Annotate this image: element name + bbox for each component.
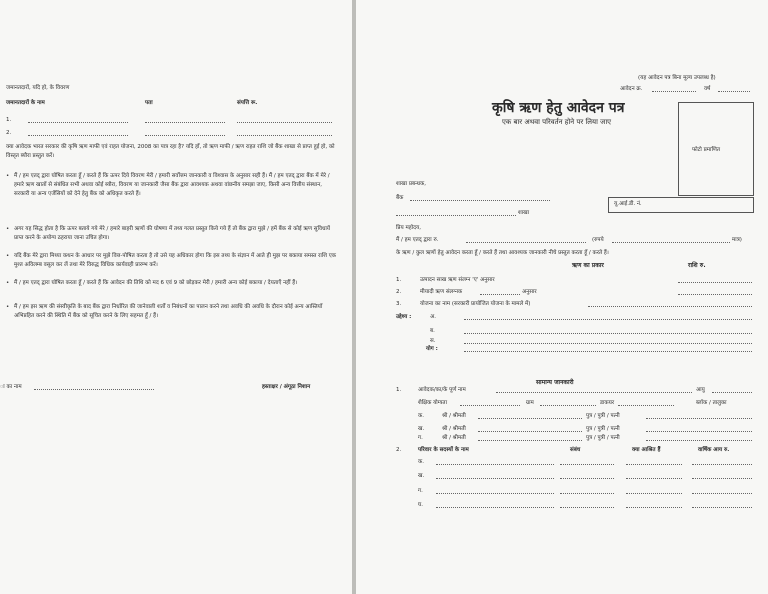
uid-label: यू.आई.डी. नं. [614, 201, 642, 207]
applicant-name-field[interactable] [34, 389, 154, 390]
gen-age-label: आयु [696, 387, 705, 393]
year-label: वर्ष [704, 86, 711, 92]
branch-label: शाखा [518, 210, 530, 216]
family-3-dependent[interactable] [626, 493, 682, 494]
signature-label: हस्ताक्षर / अंगूठा निशान [262, 384, 311, 390]
loan-item-1-label: उत्पादन साख ऋण संलग्न 'ए' अनुसार [420, 277, 495, 283]
loan-item-2-annexure-field[interactable] [480, 294, 520, 295]
guarantor-1-property-field[interactable] [237, 122, 332, 123]
declaration-4: मैं / हम एतद् द्वारा घोषित करता हूँ / करते हैं कि आवेदन की तिथि को मद 6 एवं 9 को छोड़कर मेरी / हमारी अन्य कोई बकाया / देयताएँ नहीं हैं। [14, 280, 298, 286]
request-amount-field[interactable] [466, 242, 586, 243]
loan-item-3-no: 3. [396, 301, 402, 307]
left-page: जमानतदारों, यदि हो, के विवरण जमानतदारों के नाम पता संपत्ति रू. 1. 2. क्या आवेदक भारत सरकार की कृषि ऋण माफी एवं राहत योजना, 2008 का पात्र रहा है? यदि हाँ, तो ऋण माफी / ऋण राहत राशि जो बैंक शाखा से प्राप्त हुई हो, को विस्तृत ब्यौरा प्रस्तुत करें। • मैं / हम एतद् द्वारा घोषित करता हूँ / करते हैं कि ऊपर दिये विवरण मेरी / हमारी सर्वोत्तम जानकारी व विश्वास के अनुसार सही हैं। मैं / हम एतद् द्वारा बैंक में मेरे / हमारे ऋण खातों से संबंधित सभी अथवा कोई ब्यौरा, विवरण या जानकारी जैसा बैंक द्वारा आवश्यक अथवा वांछनीय समझा जाए, किसी अन्य वित्तीय संस्थान, सरकारी या अन्य एजेंसियों को देने हेतु बैंक को अधिकृत करते हैं। • अगर यह सिद्ध होता है कि ऊपर बताये गये मेरे / हमारे बाहरी ऋणों की घोषणा में तथ्य गलत प्रस्तुत किये गये हैं तो बैंक द्वारा मुझे / हमें बैंक से कोई ऋण सुविधायें प्राप्त करने के अयोग्य ठहराया जाना उचित होगा। • यदि बैंक मेरे द्वारा मिथ्या कथन के आधार पर मुझे वित्त-पोषित करता है तो उसे यह अधिकार होगा कि इस तथ्य के संज्ञान में आते ही मुझ पर बकाया समस्त राशि एक मुश्त अविलम्ब वसूल कर लें तथा मेरे विरुद्ध विधिक कार्यवाही प्रारम्भ करें। • मैं / हम एतद् द्वारा घोषित करता हूँ / करते हैं कि आवेदन की तिथि को मद 6 एवं 9 को छोड़कर मेरी / हमारी अन्य कोई बकाया / देयताएँ नहीं हैं। • मैं / हम इस ऋण की संस्वीकृति के बाद बैंक द्वारा निर्धारित की जानेवाली शर्तों व निबंधनों का पालन करने तथा अवधि की अवधि के दौरान कोई अन्य आस्तियाँ अभिप्रहित करने की स्थिति में बैंक को सूचित करने के लिए सहमत हूँ / हैं। ा का नाम हस्ताक्षर / अंगूठा निशान [0, 0, 352, 594]
family-1-relation[interactable] [560, 464, 614, 465]
form-title: कृषि ऋण हेतु आवेदन पत्र [492, 100, 625, 116]
purpose-b: ब. [430, 328, 435, 334]
family-col-income: वार्षिक आय रु. [698, 447, 730, 453]
gen-village-label: ग्राम [526, 400, 534, 406]
loan-item-2-suffix: अनुसार [522, 289, 537, 295]
family-1-dependent[interactable] [626, 464, 682, 465]
purpose-a: अ. [430, 314, 436, 320]
gen-ka-shri: श्री / श्रीमती [442, 413, 466, 419]
request-only-label: मात्र) [732, 237, 742, 243]
gen-ga-name-field[interactable] [478, 440, 582, 441]
bank-name-field[interactable] [410, 200, 550, 201]
family-2-name[interactable] [436, 478, 554, 479]
family-row-2: ख. [418, 473, 425, 479]
gen-edu-field[interactable] [460, 405, 520, 406]
gen-age-field[interactable] [712, 392, 752, 393]
gen-ga-shri: श्री / श्रीमती [442, 435, 466, 441]
guarantor-2-address-field[interactable] [145, 135, 225, 136]
family-col-relation: संबंध [570, 447, 581, 453]
gen-kha-shri: श्री / श्रीमती [442, 426, 466, 432]
amount-heading: राशि रु. [688, 262, 706, 269]
purpose-b-field[interactable] [464, 333, 752, 334]
purpose-label: उद्देश्य : [396, 314, 412, 320]
family-3-income[interactable] [692, 493, 752, 494]
gen-ga-relation-field[interactable] [646, 440, 752, 441]
family-no: 2. [396, 447, 402, 453]
request-statement: के ऋण / कुल ऋणों हेतु आवेदन करता हूँ / करते हैं तथा आवश्यक जानकारी नीचे प्रस्तुत करता हूँ / करते हैं। [396, 250, 609, 256]
family-1-income[interactable] [692, 464, 752, 465]
purpose-c-field[interactable] [464, 343, 752, 344]
purpose-c: स. [430, 338, 436, 344]
loan-item-2-amount[interactable] [678, 294, 752, 295]
family-4-income[interactable] [692, 507, 752, 508]
loan-item-2-label: मीयादी ऋण संलग्नक [420, 289, 463, 295]
loan-waiver-question: क्या आवेदक भारत सरकार की कृषि ऋण माफी एवं राहत योजना, 2008 का पात्र रहा है? यदि हाँ, तो ऋण माफी / ऋण राहत राशि जो बैंक शाखा से प्राप्त हुई हो, को विस्तृत ब्यौरा प्रस्तुत करें। [6, 144, 335, 159]
family-row-4: घ. [418, 502, 423, 508]
free-form-note: (यह आवेदन पत्र बिना मूल्य उपलब्ध है) [638, 75, 716, 81]
family-4-dependent[interactable] [626, 507, 682, 508]
gen-name-field[interactable] [496, 392, 692, 393]
gen-block-label: ब्लॉक / तालुका [696, 400, 727, 406]
guarantor-2-property-field[interactable] [237, 135, 332, 136]
gen-post-field[interactable] [618, 405, 674, 406]
loan-item-1-amount[interactable] [678, 282, 752, 283]
salutation: प्रिय महोदय, [396, 225, 421, 231]
family-col-name: परिवार के सदस्यों के नाम [418, 447, 469, 453]
gen-ga-no: ग. [418, 435, 423, 441]
photo-label: फोटो प्रमाणित [692, 147, 720, 153]
guarantor-address-col: पता [145, 100, 153, 106]
branch-manager-label: शाखा प्रबन्धक, [396, 181, 426, 187]
declaration-1: मैं / हम एतद् द्वारा घोषित करता हूँ / करते हैं कि ऊपर दिये विवरण मेरी / हमारी सर्वोत्तम जानकारी व विश्वास के अनुसार सही हैं। मैं / हम एतद् द्वारा बैंक में मेरे / हमारे ऋण खातों से संबंधित सभी अथवा कोई ब्यौरा, विवरण या जानकारी जैसा बैंक द्वारा आवश्यक अथवा वांछनीय समझा जाए, किसी अन्य वित्तीय संस्थान, सरकारी या अन्य एजेंसियों को देने हेतु बैंक को अधिकृत करते हैं। [14, 173, 330, 197]
gen-kha-relation: पुत्र / पुत्री / पत्नी [586, 426, 620, 432]
gen-ka-relation-field[interactable] [646, 418, 752, 419]
loan-type-heading: ऋण का प्रकार [572, 262, 604, 269]
gen-ka-no: क. [418, 413, 424, 419]
gen-village-field[interactable] [540, 405, 596, 406]
gen-ga-relation: पुत्र / पुत्री / पत्नी [586, 435, 620, 441]
application-no-field[interactable] [652, 91, 696, 92]
year-field[interactable] [718, 91, 750, 92]
gen-item-1-no: 1. [396, 387, 402, 393]
family-4-relation[interactable] [560, 507, 614, 508]
family-2-relation[interactable] [560, 478, 614, 479]
family-col-dependent: क्या आश्रित हैं [632, 447, 661, 453]
family-1-name[interactable] [436, 464, 554, 465]
request-words-field[interactable] [612, 242, 730, 243]
guarantor-row-1: 1. [6, 117, 12, 123]
loan-item-1-no: 1. [396, 277, 402, 283]
family-2-dependent[interactable] [626, 478, 682, 479]
family-row-1: क. [418, 459, 424, 465]
guarantor-1-address-field[interactable] [145, 122, 225, 123]
gen-ka-name-field[interactable] [478, 418, 582, 419]
request-amount-label: मैं / हम एतद् द्वारा रु. [396, 237, 439, 243]
bank-label: बैंक [396, 195, 404, 201]
guarantor-row-2: 2. [6, 130, 12, 136]
loan-item-3-label: योजना का नाम (सरकारी प्रायोजित योजना के मामले में) [420, 301, 531, 307]
total-label: योग : [426, 346, 438, 352]
gen-kha-no: ख. [418, 426, 425, 432]
gen-kha-name-field[interactable] [478, 431, 582, 432]
gen-post-label: डाकघर [600, 400, 615, 406]
branch-name-field[interactable] [396, 215, 516, 216]
purpose-a-field[interactable] [464, 319, 752, 320]
applicant-name-label: ा का नाम [0, 384, 22, 390]
loan-item-3-scheme-field[interactable] [588, 306, 752, 307]
family-row-3: ग. [418, 488, 423, 494]
total-field[interactable] [464, 351, 752, 352]
family-3-relation[interactable] [560, 493, 614, 494]
guarantor-name-col: जमानतदारों के नाम [6, 100, 45, 106]
guarantor-property-col: संपत्ति रू. [237, 100, 258, 106]
declaration-5: मैं / हम इस ऋण की संस्वीकृति के बाद बैंक द्वारा निर्धारित की जानेवाली शर्तों व निबंधनों का पालन करने तथा अवधि की अवधि के दौरान कोई अन्य आस्तियाँ अभिप्रहित करने की स्थिति में बैंक को सूचित करने के लिए सहमत हूँ / हैं। [14, 304, 323, 319]
declaration-3: यदि बैंक मेरे द्वारा मिथ्या कथन के आधार पर मुझे वित्त-पोषित करता है तो उसे यह अधिकार होगा कि इस तथ्य के संज्ञान में आते ही मुझ पर बकाया समस्त राशि एक मुश्त अविलम्ब वसूल कर लें तथा मेरे विरुद्ध विधिक कार्यवाही प्रारम्भ करें। [14, 253, 337, 268]
gen-edu-label: शैक्षिक योग्यता [418, 400, 447, 406]
form-subtitle: एक बार अथवा परिवर्तन होने पर लिया जाए [502, 118, 612, 126]
request-words-label: (रुपये [592, 237, 604, 243]
general-info-heading: सामान्य जानकारी [536, 379, 574, 386]
family-4-name[interactable] [436, 507, 554, 508]
guarantor-1-name-field[interactable] [28, 122, 128, 123]
right-page [356, 0, 768, 594]
loan-item-2-no: 2. [396, 289, 402, 295]
gen-name-label: आवेदक/का/के पूर्ण नाम [418, 387, 466, 393]
declaration-2: अगर यह सिद्ध होता है कि ऊपर बताये गये मेरे / हमारे बाहरी ऋणों की घोषणा में तथ्य गलत प्रस्तुत किये गये हैं तो बैंक द्वारा मुझे / हमें बैंक से कोई ऋण सुविधायें प्राप्त करने के अयोग्य ठहराया जाना उचित होगा। [14, 226, 330, 241]
family-3-name[interactable] [436, 493, 554, 494]
gen-kha-relation-field[interactable] [646, 431, 752, 432]
family-2-income[interactable] [692, 478, 752, 479]
guarantor-heading: जमानतदारों, यदि हो, के विवरण [6, 85, 70, 91]
application-no-label: आवेदन क्र. [620, 86, 643, 92]
gen-ka-relation: पुत्र / पुत्री / पत्नी [586, 413, 620, 419]
guarantor-2-name-field[interactable] [28, 135, 128, 136]
